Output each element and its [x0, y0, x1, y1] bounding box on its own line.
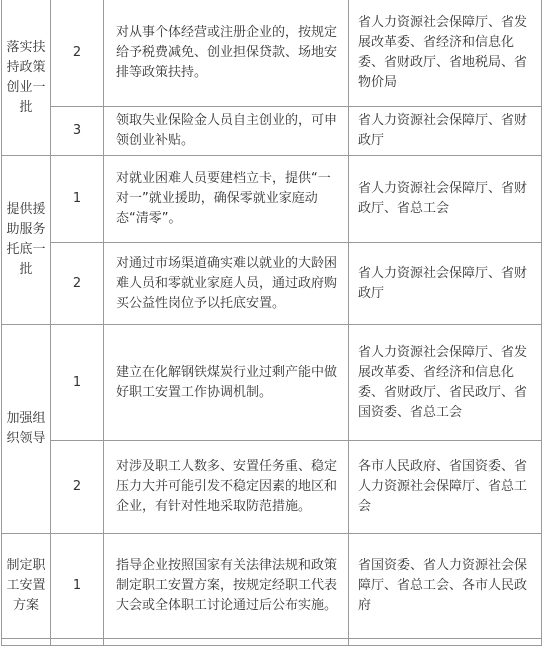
category-cell: 加强组织领导	[2, 325, 51, 534]
table-row	[2, 534, 542, 639]
item-number: 2	[51, 0, 104, 107]
item-number: 1	[51, 325, 104, 441]
responsible-departments: 省人力资源社会保障厅、省财政厅	[349, 107, 542, 156]
table-row	[2, 325, 542, 441]
measure-content: 对从事个体经营或注册企业的，按规定给予税费减免、创业担保贷款、场地安排等政策扶持。	[104, 0, 349, 107]
item-number: 3	[51, 107, 104, 156]
policy-table	[1, 0, 542, 646]
measure-content: 对涉及职工人数多、安置任务重、稳定压力大并可能引发不稳定因素的地区和企业，有针对性地采取防范措施。	[104, 441, 349, 534]
item-number: 2	[51, 441, 104, 534]
responsible-departments: 省人力资源社会保障厅、省发展改革委、省经济和信息化委、省财政厅、省民政厅、省国资委、省总工会	[349, 325, 542, 441]
category-cell: 落实扶持政策创业一批	[2, 0, 51, 156]
table-row	[2, 441, 542, 534]
category-cell: 制定职工安置方案	[2, 534, 51, 639]
item-number: 1	[51, 534, 104, 639]
table-row-partial	[2, 639, 542, 646]
responsible-departments: 各市人民政府、省国资委、省人力资源社会保障厅、省总工会	[349, 441, 542, 534]
category-cell: 提供援助服务托底一批	[2, 156, 51, 325]
responsible-departments: 省人力资源社会保障厅、省发展改革委、省经济和信息化委、省财政厅、省地税局、省物价局	[349, 0, 542, 107]
measure-content: 对通过市场渠道确实难以就业的大龄困难人员和零就业家庭人员，通过政府购买公益性岗位予以托底安置。	[104, 243, 349, 325]
table-row	[2, 107, 542, 156]
item-number: 2	[51, 243, 104, 325]
empty-cell	[2, 639, 51, 646]
measure-content: 对就业困难人员要建档立卡，提供“一对一”就业援助，确保零就业家庭动态“清零”。	[104, 156, 349, 243]
empty-cell	[51, 639, 104, 646]
item-number: 1	[51, 156, 104, 243]
empty-cell	[104, 639, 349, 646]
responsible-departments: 省人力资源社会保障厅、省财政厅	[349, 243, 542, 325]
responsible-departments: 省国资委、省人力资源社会保障厅、省总工会、各市人民政府	[349, 534, 542, 639]
table-row	[2, 156, 542, 243]
table-row	[2, 0, 542, 107]
table-row	[2, 243, 542, 325]
empty-cell	[349, 639, 542, 646]
measure-content: 指导企业按照国家有关法律法规和政策制定职工安置方案，按规定经职工代表大会或全体职工讨论通过后公布实施。	[104, 534, 349, 639]
measure-content: 领取失业保险金人员自主创业的，可申领创业补贴。	[104, 107, 349, 156]
responsible-departments: 省人力资源社会保障厅、省财政厅、省总工会	[349, 156, 542, 243]
measure-content: 建立在化解钢铁煤炭行业过剩产能中做好职工安置工作协调机制。	[104, 325, 349, 441]
